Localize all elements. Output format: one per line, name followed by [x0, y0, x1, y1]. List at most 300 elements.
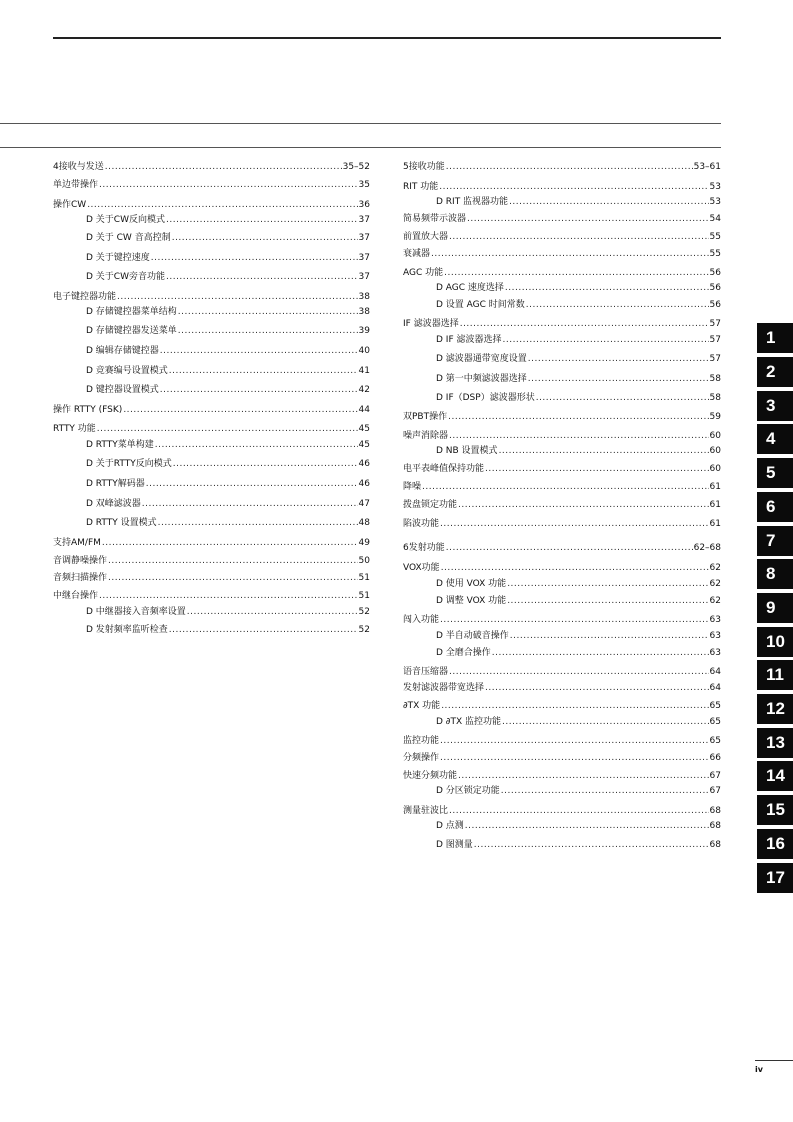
chapter-tab-10[interactable]: 10 [757, 627, 793, 657]
dot-leader [509, 197, 708, 208]
entry-page-number: 47 [358, 499, 370, 509]
toc-entry-label [53, 556, 107, 567]
toc-section-entry[interactable] [53, 538, 370, 549]
toc-subsection-entry[interactable] [53, 499, 370, 510]
toc-section-entry[interactable] [403, 736, 721, 747]
entry-title: 拨盘锁定功能 [403, 500, 458, 510]
dot-leader [160, 385, 358, 396]
entry-title: RIT 功能 [403, 182, 439, 192]
toc-subsection-entry[interactable] [53, 479, 370, 490]
entry-title: AGC 功能 [403, 268, 444, 278]
toc-entry-label [86, 518, 157, 529]
dot-leader [173, 459, 358, 470]
entry-title: D 关于 CW 音高控制 [86, 233, 171, 243]
entry-title: D 关于键控速度 [86, 253, 150, 263]
dot-leader [178, 326, 358, 337]
entry-title: 发射功能 [408, 543, 445, 553]
toc-section-entry[interactable] [53, 405, 370, 416]
toc-section-entry[interactable] [403, 412, 721, 423]
toc-entry-label [436, 283, 504, 294]
chapter-number: 5 [403, 162, 409, 172]
entry-page-number: 46 [358, 479, 370, 489]
chapter-tab-5[interactable]: 5 [757, 458, 793, 488]
chapter-tab-12[interactable]: 12 [757, 694, 793, 724]
dot-leader [485, 683, 709, 694]
toc-subsection-entry[interactable] [403, 821, 721, 832]
toc-entry-label [86, 307, 177, 318]
toc-subsection-entry[interactable] [403, 840, 721, 851]
entry-title: 噪声消除器 [403, 431, 449, 441]
chapter-tab-7[interactable]: 7 [757, 526, 793, 556]
chapter-tab-11[interactable]: 11 [757, 660, 793, 690]
entry-title: D 调整 VOX 功能 [436, 596, 507, 606]
toc-entry-label [86, 366, 168, 377]
toc-section-entry[interactable] [53, 200, 370, 211]
toc-section-entry[interactable] [403, 214, 721, 225]
toc-entry-label [436, 374, 527, 385]
toc-entry-label [403, 519, 439, 530]
entry-page-number: 66 [709, 753, 721, 763]
entry-page-number: 62 [709, 596, 721, 606]
entry-page-number: 60 [709, 446, 721, 456]
chapter-tab-17[interactable]: 17 [757, 863, 793, 893]
entry-page-number: 56 [709, 300, 721, 310]
toc-section-entry[interactable] [403, 806, 721, 817]
toc-subsection-entry[interactable] [403, 283, 721, 294]
toc-subsection-entry[interactable] [403, 786, 721, 797]
toc-entry-label [436, 648, 491, 659]
entry-page-number: 41 [358, 366, 370, 376]
toc-entry-label [436, 393, 535, 404]
toc-chapter-entry[interactable] [403, 543, 721, 554]
dot-leader [505, 283, 709, 294]
dot-leader [158, 518, 358, 529]
dot-leader [507, 579, 708, 590]
dot-leader [458, 771, 709, 782]
toc-section-entry[interactable] [403, 519, 721, 530]
entry-title: D 第一中频滤波器选择 [436, 374, 527, 384]
entry-page-number: 52 [358, 625, 370, 635]
toc-entry-label [86, 440, 154, 451]
toc-section-entry[interactable] [403, 268, 721, 279]
entry-title: 音调静噪操作 [53, 556, 108, 566]
toc-section-entry[interactable] [403, 753, 721, 764]
toc-subsection-entry[interactable] [53, 385, 370, 396]
dot-leader [502, 717, 709, 728]
dot-leader [440, 736, 709, 747]
dot-leader [526, 300, 709, 311]
dot-leader [105, 162, 342, 173]
dot-leader [166, 215, 358, 226]
toc-subsection-entry[interactable] [403, 631, 721, 642]
entry-title: 支持AM/FM [53, 538, 101, 548]
dot-leader [117, 292, 358, 303]
entry-title: D 双峰滤波器 [86, 499, 141, 509]
dot-leader [166, 272, 358, 283]
dot-leader [449, 431, 709, 442]
toc-subsection-entry[interactable] [53, 326, 370, 337]
dot-leader [87, 200, 357, 211]
toc-entry-label [403, 268, 443, 279]
entry-page-number: 61 [709, 500, 721, 510]
chapter-tab-6[interactable]: 6 [757, 492, 793, 522]
entry-title: 双PBT操作 [403, 412, 448, 422]
toc-entry-label [403, 683, 484, 694]
entry-page-number: 63 [709, 631, 721, 641]
toc-entry-label [53, 200, 86, 211]
toc-subsection-entry[interactable] [403, 335, 721, 346]
entry-page-number: 59 [709, 412, 721, 422]
entry-title: 接收与发送 [58, 162, 104, 172]
toc-entry-label [86, 272, 165, 283]
entry-page-number: 64 [709, 667, 721, 677]
toc-section-entry[interactable] [403, 319, 721, 330]
entry-title: D 全磨合操作 [436, 648, 491, 658]
toc-section-entry[interactable] [53, 292, 370, 303]
dot-leader [108, 573, 358, 584]
entry-title: D RTTY解码器 [86, 479, 145, 489]
chapter-tab-1[interactable]: 1 [757, 323, 793, 353]
entry-page-number: 61 [709, 519, 721, 529]
dot-leader [108, 556, 358, 567]
entry-page-number: 49 [358, 538, 370, 548]
entry-page-number: 65 [709, 717, 721, 727]
entry-page-number: 62 [709, 579, 721, 589]
chapter-tab-2[interactable]: 2 [757, 357, 793, 387]
entry-page-number: 52 [358, 607, 370, 617]
entry-title: 发射滤波器带宽选择 [403, 683, 485, 693]
entry-page-number: 40 [358, 346, 370, 356]
toc-section-entry[interactable] [403, 615, 721, 626]
toc-entry-label [86, 326, 177, 337]
toc-section-entry[interactable] [403, 701, 721, 712]
entry-title: 前置放大器 [403, 232, 449, 242]
toc-entry-label [403, 214, 466, 225]
dot-leader [151, 253, 358, 264]
toc-subsection-entry[interactable] [53, 607, 370, 618]
toc-subsection-entry[interactable] [53, 459, 370, 470]
toc-subsection-entry[interactable] [403, 717, 721, 728]
dot-leader [169, 625, 358, 636]
dot-leader [446, 162, 693, 173]
entry-title: 操作 RTTY (FSK) [53, 405, 123, 415]
entry-page-number: 55 [709, 232, 721, 242]
dot-leader [146, 479, 358, 490]
entry-title: D 使用 VOX 功能 [436, 579, 507, 589]
entry-page-number: 60 [709, 464, 721, 474]
toc-subsection-entry[interactable] [403, 197, 721, 208]
toc-entry-label [53, 180, 98, 191]
toc-entry-label [53, 591, 98, 602]
entry-title: D 关于RTTY反向模式 [86, 459, 172, 469]
entry-title: D 图测量 [436, 840, 473, 850]
toc-entry-label [86, 625, 168, 636]
toc-entry-label [403, 563, 440, 574]
toc-section-entry[interactable] [53, 591, 370, 602]
toc-entry-label [436, 335, 501, 346]
toc-section-entry[interactable] [53, 424, 370, 435]
entry-page-number: 53 [709, 197, 721, 207]
toc-entry-label [86, 233, 171, 244]
toc-entry-label [403, 806, 448, 817]
toc-subsection-entry[interactable] [403, 354, 721, 365]
toc-entry-label [436, 300, 525, 311]
entry-page-number: 57 [709, 335, 721, 345]
chapter-tab-4[interactable]: 4 [757, 424, 793, 454]
entry-page-number: 62–68 [693, 543, 721, 553]
toc-section-entry[interactable] [403, 249, 721, 260]
entry-title: D 发射频率监听检查 [86, 625, 168, 635]
entry-page-number: 64 [709, 683, 721, 693]
entry-title: 降噪 [403, 482, 422, 492]
toc-entry-label [403, 464, 484, 475]
entry-page-number: 62 [709, 563, 721, 573]
dot-leader [449, 232, 709, 243]
toc-section-entry[interactable] [403, 482, 721, 493]
toc-section-entry[interactable] [403, 464, 721, 475]
chapter-number: 6 [403, 543, 409, 553]
toc-section-entry[interactable] [403, 683, 721, 694]
entry-page-number: 68 [709, 840, 721, 850]
dot-leader [440, 519, 709, 530]
toc-entry-label [403, 249, 430, 260]
entry-title: 简易频带示波器 [403, 214, 467, 224]
toc-entry-label [436, 596, 506, 607]
dot-leader [449, 806, 709, 817]
top-rule [53, 37, 721, 39]
dot-leader [536, 393, 709, 404]
entry-page-number: 61 [709, 482, 721, 492]
toc-subsection-entry[interactable] [403, 300, 721, 311]
entry-page-number: 68 [709, 821, 721, 831]
entry-page-number: 36 [358, 200, 370, 210]
toc-section-entry[interactable] [53, 556, 370, 567]
dot-leader [440, 615, 709, 626]
toc-section-entry[interactable] [403, 500, 721, 511]
dot-leader [441, 701, 708, 712]
toc-subsection-entry[interactable] [403, 374, 721, 385]
toc-entry-label [436, 579, 506, 590]
toc-subsection-entry[interactable] [53, 233, 370, 244]
entry-page-number: 55 [709, 249, 721, 259]
entry-title: 监控功能 [403, 736, 440, 746]
dot-leader [502, 335, 708, 346]
toc-entry-label [86, 385, 159, 396]
entry-title: 操作CW [53, 200, 87, 210]
entry-page-number: 56 [709, 283, 721, 293]
entry-page-number: 37 [358, 272, 370, 282]
entry-title: D 键控器设置模式 [86, 385, 159, 395]
entry-page-number: 51 [358, 573, 370, 583]
entry-title: D 存储键控器发送菜单 [86, 326, 177, 336]
entry-title: D 分区锁定功能 [436, 786, 500, 796]
toc-subsection-entry[interactable] [53, 307, 370, 318]
toc-chapter-entry[interactable] [53, 162, 370, 173]
entry-page-number: 44 [358, 405, 370, 415]
toc-entry-label [53, 292, 116, 303]
toc-entry-label [53, 405, 122, 416]
dot-leader [458, 500, 709, 511]
toc-subsection-entry[interactable] [403, 393, 721, 404]
toc-subsection-entry[interactable] [403, 648, 721, 659]
toc-entry-label [403, 615, 439, 626]
dot-leader [510, 631, 709, 642]
toc-entry-label [403, 500, 457, 511]
dot-leader [97, 424, 358, 435]
dot-leader [123, 405, 357, 416]
toc-entry-label [403, 431, 448, 442]
entry-page-number: 57 [709, 354, 721, 364]
dot-leader [422, 482, 709, 493]
entry-page-number: 45 [358, 440, 370, 450]
toc-entry-label [403, 162, 445, 173]
entry-page-number: 37 [358, 233, 370, 243]
entry-title: D 半自动破音操作 [436, 631, 509, 641]
entry-page-number: 45 [358, 424, 370, 434]
toc-entry-label [436, 197, 508, 208]
dot-leader [460, 319, 709, 330]
toc-entry-label [403, 482, 421, 493]
dot-leader [446, 543, 693, 554]
entry-title: D 竞赛编号设置模式 [86, 366, 168, 376]
footer-rule [755, 1060, 793, 1061]
toc-entry-label [436, 840, 473, 851]
entry-title: 语音压缩器 [403, 667, 449, 677]
toc-entry-label [436, 446, 498, 457]
entry-title: 闯入功能 [403, 615, 440, 625]
toc-section-entry[interactable] [403, 182, 721, 193]
entry-title: 电子键控器功能 [53, 292, 117, 302]
entry-page-number: 53–61 [693, 162, 721, 172]
entry-page-number: 46 [358, 459, 370, 469]
dot-leader [431, 249, 709, 260]
chapter-tab-14[interactable]: 14 [757, 761, 793, 791]
toc-subsection-entry[interactable] [53, 272, 370, 283]
toc-section-entry[interactable] [403, 431, 721, 442]
toc-entry-label [403, 543, 445, 554]
entry-title: D 存储键控器菜单结构 [86, 307, 177, 317]
toc-entry-label [403, 232, 448, 243]
entry-page-number: 37 [358, 215, 370, 225]
toc-entry-label [436, 717, 501, 728]
entry-title: D 关于CW反向模式 [86, 215, 165, 225]
entry-title: D IF 滤波器选择 [436, 335, 502, 345]
dot-leader [178, 307, 358, 318]
dot-leader [528, 354, 709, 365]
chapter-tab-8[interactable]: 8 [757, 559, 793, 589]
dot-leader [474, 840, 709, 851]
toc-entry-label [403, 319, 459, 330]
toc-entry-label [86, 215, 165, 226]
toc-entry-label [86, 479, 145, 490]
entry-page-number: 68 [709, 806, 721, 816]
entry-page-number: 35 [358, 180, 370, 190]
toc-entry-label [403, 701, 440, 712]
entry-title: D RTTY 设置模式 [86, 518, 157, 528]
toc-section-entry[interactable] [53, 573, 370, 584]
chapter-tab-16[interactable]: 16 [757, 829, 793, 859]
entry-title: D IF（DSP）滤波器形状 [436, 393, 535, 403]
entry-page-number: 65 [709, 736, 721, 746]
dot-leader [142, 499, 358, 510]
toc-section-entry[interactable] [403, 563, 721, 574]
entry-page-number: 60 [709, 431, 721, 441]
toc-entry-label [86, 459, 172, 470]
toc-subsection-entry[interactable] [53, 215, 370, 226]
entry-title: D ∂TX 监控功能 [436, 717, 501, 727]
toc-section-entry[interactable] [53, 180, 370, 191]
toc-entry-label [403, 182, 438, 193]
chapter-tab-3[interactable]: 3 [757, 391, 793, 421]
entry-title: 电平表峰值保持功能 [403, 464, 485, 474]
dot-leader [172, 233, 358, 244]
entry-title: 中继台操作 [53, 591, 99, 601]
dot-leader [155, 440, 358, 451]
dot-leader [501, 786, 709, 797]
entry-page-number: 48 [358, 518, 370, 528]
toc-section-entry[interactable] [403, 232, 721, 243]
toc-entry-label [53, 538, 101, 549]
chapter-tab-9[interactable]: 9 [757, 593, 793, 623]
dot-leader [449, 667, 709, 678]
entry-title: D AGC 速度选择 [436, 283, 504, 293]
toc-entry-label [436, 821, 464, 832]
chapter-tab-15[interactable]: 15 [757, 795, 793, 825]
entry-page-number: 50 [358, 556, 370, 566]
toc-subsection-entry[interactable] [403, 446, 721, 457]
entry-page-number: 42 [358, 385, 370, 395]
toc-entry-label [53, 573, 107, 584]
dot-leader [448, 412, 708, 423]
chapter-number: 4 [53, 162, 59, 172]
toc-subsection-entry[interactable] [53, 366, 370, 377]
entry-page-number: 53 [709, 182, 721, 192]
entry-page-number: 38 [358, 292, 370, 302]
toc-subsection-entry[interactable] [53, 518, 370, 529]
entry-page-number: 63 [709, 615, 721, 625]
toc-subsection-entry[interactable] [53, 625, 370, 636]
dot-leader [441, 563, 709, 574]
toc-subsection-entry[interactable] [403, 579, 721, 590]
toc-subsection-entry[interactable] [403, 596, 721, 607]
entry-title: D 编辑存储键控器 [86, 346, 159, 356]
toc-subsection-entry[interactable] [53, 440, 370, 451]
entry-page-number: 63 [709, 648, 721, 658]
dot-leader [507, 596, 708, 607]
toc-section-entry[interactable] [403, 667, 721, 678]
entry-title: D NB 设置模式 [436, 446, 498, 456]
chapter-tab-13[interactable]: 13 [757, 728, 793, 758]
toc-entry-label [86, 499, 141, 510]
toc-entry-label [403, 667, 448, 678]
toc-chapter-entry[interactable] [403, 162, 721, 173]
toc-subsection-entry[interactable] [53, 253, 370, 264]
dot-leader [492, 648, 709, 659]
toc-subsection-entry[interactable] [53, 346, 370, 357]
entry-title: 单边带操作 [53, 180, 99, 190]
entry-title: 快速分频功能 [403, 771, 458, 781]
toc-entry-label [86, 346, 159, 357]
entry-page-number: 57 [709, 319, 721, 329]
toc-entry-label [403, 753, 439, 764]
entry-page-number: 65 [709, 701, 721, 711]
toc-entry-label [53, 162, 104, 173]
entry-title: 分频操作 [403, 753, 440, 763]
toc-entry-label [53, 424, 96, 435]
toc-section-entry[interactable] [403, 771, 721, 782]
toc-entry-label [436, 786, 500, 797]
toc-entry-label [436, 354, 527, 365]
